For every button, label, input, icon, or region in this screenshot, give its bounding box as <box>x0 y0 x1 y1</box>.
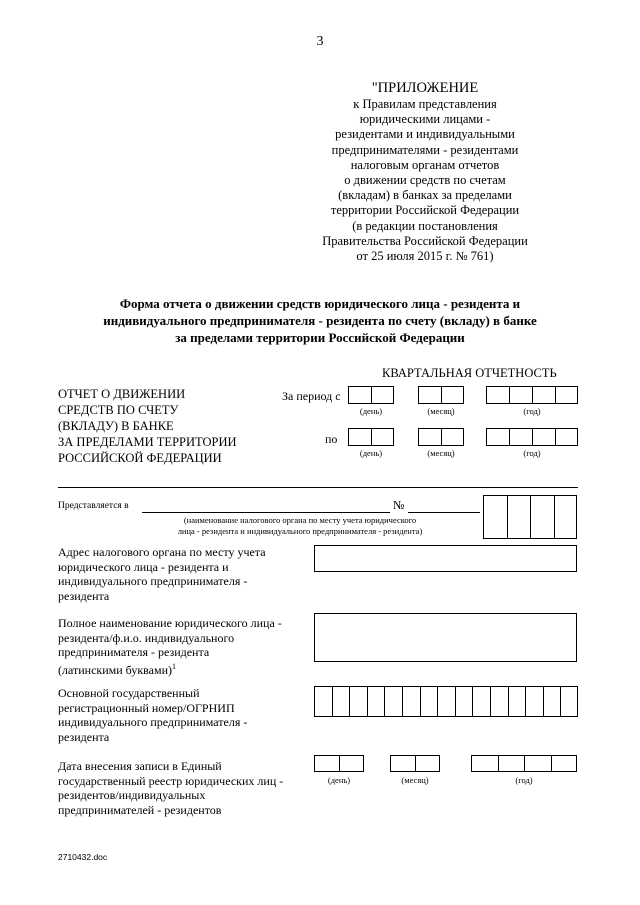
label-line <box>58 660 308 678</box>
year-caption: (год) <box>523 448 541 458</box>
label-line: Адрес налогового органа по месту учета <box>58 545 266 559</box>
digit-cell[interactable] <box>415 755 440 772</box>
digit-cell[interactable] <box>402 686 420 717</box>
address-input[interactable] <box>314 545 577 572</box>
report-title-line: СРЕДСТВ ПО СЧЕТУ <box>58 403 179 417</box>
digit-cell[interactable] <box>332 686 350 717</box>
report-title <box>58 386 237 466</box>
digit-cell[interactable] <box>367 686 385 717</box>
label-line: индивидуального предпринимателя - <box>58 715 248 730</box>
label-text: (латинскими буквами) <box>58 663 173 678</box>
submitted-number-line[interactable] <box>408 512 480 513</box>
period-from-label: За период с <box>282 389 341 403</box>
report-title-line: (ВКЛАДУ) В БАНКЕ <box>58 419 174 433</box>
digit-cell[interactable] <box>455 686 473 717</box>
digit-cell[interactable] <box>555 386 578 404</box>
digit-cell[interactable] <box>486 386 509 404</box>
digit-cell[interactable] <box>371 386 394 404</box>
digit-cell[interactable] <box>418 428 441 446</box>
month-caption: (месяц) <box>401 775 429 785</box>
day-caption: (день) <box>327 775 351 785</box>
appendix-line: "ПРИЛОЖЕНИЕ <box>371 80 479 96</box>
full-name-input[interactable] <box>314 613 577 662</box>
day-caption: (день) <box>359 406 383 416</box>
digit-cell[interactable] <box>560 686 578 717</box>
page-number: 3 <box>316 34 324 49</box>
report-title-line: ОТЧЕТ О ДВИЖЕНИИ <box>58 387 186 401</box>
report-title-line: РОССИЙСКОЙ ФЕДЕРАЦИИ <box>58 451 222 465</box>
submitted-to-input-line[interactable] <box>142 512 390 513</box>
digit-cell[interactable] <box>509 386 532 404</box>
digit-cell[interactable] <box>348 428 371 446</box>
digit-cell[interactable] <box>471 755 498 772</box>
appendix-line: налоговым органам отчетов <box>350 157 500 172</box>
digit-cell[interactable] <box>554 495 578 539</box>
appendix-line: (в редакции постановления <box>352 218 498 233</box>
section-divider <box>58 487 578 488</box>
period-from-year[interactable] <box>486 386 578 404</box>
label-line: юридического лица - резидента и <box>58 559 229 574</box>
form-title <box>50 295 590 346</box>
digit-cell[interactable] <box>525 686 543 717</box>
quarterly-label: КВАРТАЛЬНАЯ ОТЧЕТНОСТЬ <box>382 366 557 380</box>
digit-cell[interactable] <box>551 755 578 772</box>
submitted-caption: (наименование налогового органа по месту учета юридического <box>183 515 417 525</box>
address-label <box>58 545 308 604</box>
label-line: Основной государственный <box>58 686 200 700</box>
digit-cell[interactable] <box>555 428 578 446</box>
footnote-mark: 1 <box>172 662 177 672</box>
digit-cell[interactable] <box>390 755 415 772</box>
label-line: резидента <box>58 730 110 745</box>
digit-cell[interactable] <box>532 428 555 446</box>
digit-cell[interactable] <box>420 686 438 717</box>
appendix-line: юридическими лицами - <box>359 112 491 127</box>
appendix-line: Правительства Российской Федерации <box>322 233 528 248</box>
form-title-line: Форма отчета о движении средств юридического лица - резидента и <box>119 296 521 311</box>
submitted-to-label: Представляется в <box>58 501 129 511</box>
submitted-number-label: № <box>393 498 405 512</box>
appendix-line: к Правилам представления <box>353 97 497 111</box>
digit-cell[interactable] <box>314 686 332 717</box>
month-caption: (месяц) <box>427 448 455 458</box>
ogrn-label <box>58 686 308 745</box>
period-to-month[interactable] <box>418 428 464 446</box>
period-to-day[interactable] <box>348 428 394 446</box>
month-caption: (месяц) <box>427 406 455 416</box>
entry-date-month[interactable] <box>390 755 440 772</box>
tax-office-code-boxes[interactable] <box>483 495 577 539</box>
submitted-caption: лица - резидента и индивидуального предпринимателя - резидента) <box>177 526 423 536</box>
entry-date-label <box>58 759 308 818</box>
digit-cell[interactable] <box>349 686 367 717</box>
ogrn-input-boxes[interactable] <box>314 686 578 717</box>
digit-cell[interactable] <box>314 755 339 772</box>
report-title-line: ЗА ПРЕДЕЛАМИ ТЕРРИТОРИИ <box>58 435 237 449</box>
label-line: регистрационный номер/ОГРНИП <box>58 700 235 715</box>
year-caption: (год) <box>523 406 541 416</box>
entry-date-year[interactable] <box>471 755 577 772</box>
digit-cell[interactable] <box>441 428 464 446</box>
digit-cell[interactable] <box>483 495 507 539</box>
label-line: индивидуального предпринимателя - <box>58 574 248 589</box>
period-to-year[interactable] <box>486 428 578 446</box>
digit-cell[interactable] <box>486 428 509 446</box>
label-line: резидента/ф.и.о. индивидуального <box>58 630 235 645</box>
appendix-line: от 25 июля 2015 г. № 761) <box>356 249 494 264</box>
digit-cell[interactable] <box>508 686 526 717</box>
year-caption: (год) <box>515 775 533 785</box>
appendix-line: (вкладам) в банках за пределами <box>338 188 512 203</box>
form-title-line: за пределами территории Российской Федерации <box>175 330 465 345</box>
digit-cell[interactable] <box>490 686 508 717</box>
day-caption: (день) <box>359 448 383 458</box>
digit-cell[interactable] <box>437 686 455 717</box>
digit-cell[interactable] <box>339 755 364 772</box>
appendix-line: территории Российской Федерации <box>330 203 520 218</box>
label-line: Полное наименование юридического лица - <box>58 616 282 630</box>
digit-cell[interactable] <box>543 686 561 717</box>
digit-cell[interactable] <box>509 428 532 446</box>
digit-cell[interactable] <box>384 686 402 717</box>
digit-cell[interactable] <box>472 686 490 717</box>
digit-cell[interactable] <box>524 755 551 772</box>
period-to-label: по <box>325 432 338 446</box>
appendix-line: о движении средств по счетам <box>344 173 506 188</box>
digit-cell[interactable] <box>371 428 394 446</box>
document-footer: 2710432.doc <box>58 852 108 862</box>
digit-cell[interactable] <box>532 386 555 404</box>
label-line: предпринимателя - резидента <box>58 645 210 660</box>
label-line: резидента <box>58 589 110 604</box>
digit-cell[interactable] <box>507 495 531 539</box>
label-line: резидентов/индивидуальных <box>58 788 206 803</box>
entry-date-day[interactable] <box>314 755 364 772</box>
label-line: предпринимателей - резидентов <box>58 803 222 818</box>
period-from-month[interactable] <box>418 386 464 404</box>
period-from-day[interactable] <box>348 386 394 404</box>
digit-cell[interactable] <box>441 386 464 404</box>
label-line: государственный реестр юридических лиц - <box>58 773 284 788</box>
digit-cell[interactable] <box>498 755 525 772</box>
digit-cell[interactable] <box>418 386 441 404</box>
appendix-line: предпринимателями - резидентами <box>331 142 519 157</box>
appendix-line: резидентами и индивидуальными <box>335 127 515 142</box>
label-line: Дата внесения записи в Единый <box>58 759 222 773</box>
digit-cell[interactable] <box>530 495 554 539</box>
form-title-line: индивидуального предпринимателя - резидента по счету (вкладу) в банке <box>103 313 537 328</box>
full-name-label <box>58 616 308 678</box>
appendix-header <box>300 80 550 264</box>
digit-cell[interactable] <box>348 386 371 404</box>
